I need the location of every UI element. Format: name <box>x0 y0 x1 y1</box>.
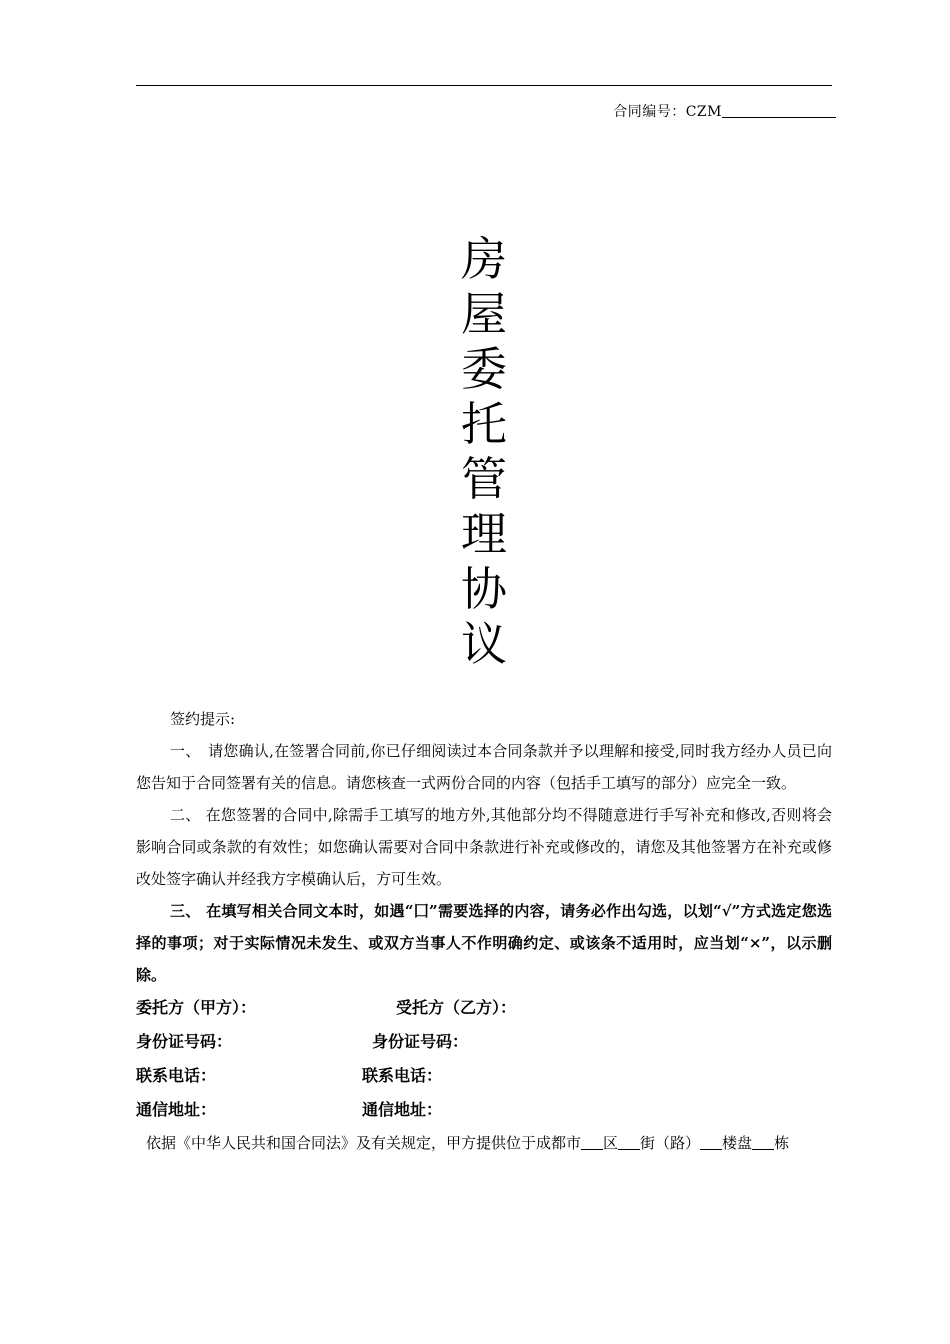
title-char: 托 <box>461 397 507 451</box>
principal-phone-label: 联系电话： <box>136 1066 217 1085</box>
agent-label: 受托方（乙方）： <box>396 998 517 1017</box>
title-char: 屋 <box>461 287 507 341</box>
title-char: 管 <box>461 452 507 506</box>
blank-city-field[interactable] <box>581 1135 603 1150</box>
title-char: 房 <box>461 232 507 286</box>
blank-district-field[interactable] <box>618 1135 640 1150</box>
header-rule <box>136 85 832 86</box>
notice-heading: 签约提示: <box>170 710 236 728</box>
preamble-text-2: 区 <box>603 1134 619 1152</box>
preamble-text-5: 栋 <box>774 1134 790 1152</box>
notice-item-2: 二、 在您签署的合同中,除需手工填写的地方外,其他部分均不得随意进行手写补充和修改,否则将会影响合同或条款的有效性；如您确认需要对合同中条款进行补充或修改的，请您及其他签署方在补充或修改处签字确认并经我方字模确认后，方可生效。 <box>136 806 832 888</box>
blank-street-field[interactable] <box>700 1135 722 1150</box>
notice-item-1: 一、 请您确认,在签署合同前,你已仔细阅读过本合同条款并予以理解和接受,同时我方经办人员已向您告知于合同签署有关的信息。请您核查一式两份合同的内容（包括手工填写的部分）应完全一致。 <box>136 742 832 792</box>
contract-number-label: 合同编号：CZM <box>613 104 722 120</box>
party-row-phone <box>136 1059 832 1093</box>
principal-label: 委托方（甲方）： <box>136 998 257 1017</box>
principal-id-label: 身份证号码： <box>136 1032 233 1051</box>
document-body <box>136 703 832 1159</box>
party-row-principal <box>136 991 832 1025</box>
preamble-text-4: 楼盘 <box>722 1134 753 1152</box>
preamble-text-3: 街（路） <box>640 1134 701 1152</box>
contract-number <box>613 101 836 121</box>
preamble-text-1: 依据《中华人民共和国合同法》及有关规定，甲方提供位于成都市 <box>146 1134 582 1152</box>
contract-number-blank[interactable] <box>722 103 836 118</box>
title-char: 委 <box>461 342 507 396</box>
title-char: 协 <box>461 562 507 616</box>
notice-item-3: 三、 在填写相关合同文本时，如遇“囗”需要选择的内容，请务必作出勾选，以划“√”方式选定您选择的事项；对于实际情况未发生、或双方当事人不作明确约定、或该条不适用时，应当划“×”，以示删除。 <box>136 902 832 984</box>
agent-address-label: 通信地址： <box>362 1100 443 1119</box>
document-title <box>454 232 514 672</box>
principal-address-label: 通信地址： <box>136 1100 217 1119</box>
agent-id-label: 身份证号码： <box>372 1032 469 1051</box>
title-char: 议 <box>461 617 507 671</box>
party-row-address <box>136 1093 832 1127</box>
blank-estate-field[interactable] <box>752 1135 774 1150</box>
contract-preamble <box>136 1127 832 1159</box>
title-char: 理 <box>461 507 507 561</box>
agent-phone-label: 联系电话： <box>362 1066 443 1085</box>
party-row-id <box>136 1025 832 1059</box>
